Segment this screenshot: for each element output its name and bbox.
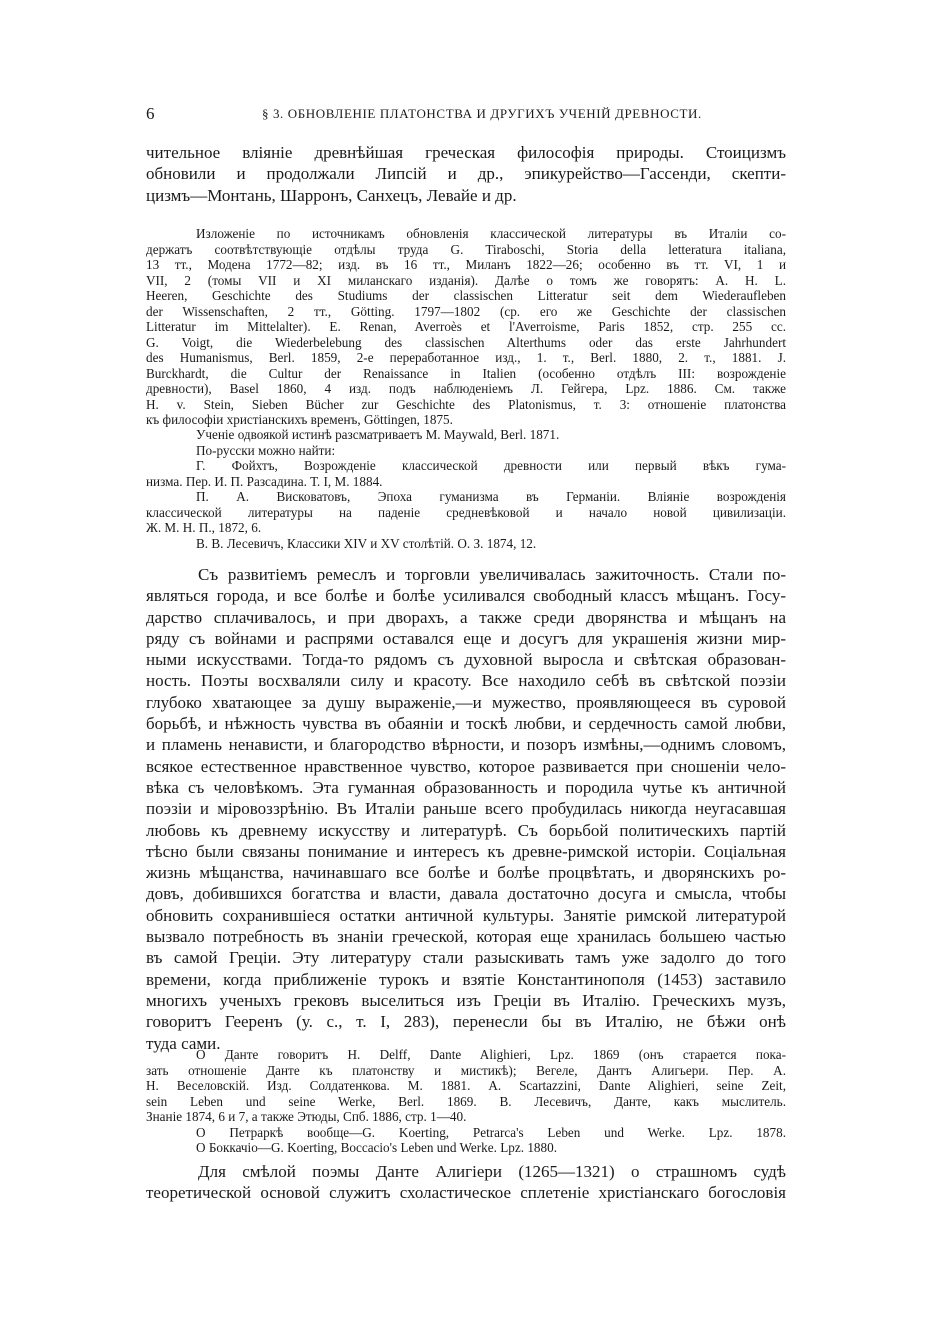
closing-paragraph (146, 1161, 786, 1204)
note-line: О Данте говоритъ H. Delff, Dante Alighieri, Lpz. 1869 (онъ старается пока- (196, 1047, 786, 1062)
note-line: des Humanismus, Berl. 1859, 2-е переработанное изд., 1. т., Berl. 1880, 2. т., 1881. J. (146, 350, 786, 365)
text-line: обновили и продолжали Липсій и др., эпикурейство—Гассенди, скепти- (146, 164, 786, 184)
note-line: H. v. Stein, Sieben Bücher zur Geschichte des Platonismus, т. 3: отношеніе платонства (146, 396, 786, 412)
text-line: многихъ ученыхъ грековъ выселиться изъ Греціи въ Италію. Греческихъ музъ, (146, 990, 786, 1010)
main-paragraph (146, 564, 786, 1054)
note-line: 13 тт., Модена 1772—82; изд. въ 16 тт., Миланъ 1822—26; особенно въ тт. VI, 1 и (146, 257, 786, 272)
note-line: низма. Пер. И. П. Разсадина. Т. I, М. 1884. (146, 473, 383, 489)
text-line: борьбѣ, и нѣжность чувства въ обаяніи и тоскѣ любви, и сердечность самой любви, (146, 714, 786, 734)
dante-note (146, 1047, 786, 1156)
text-line: вѣка съ человѣкомъ. Эта гуманная образованность и породила чутье къ античной (146, 777, 786, 797)
text-line: являться города, и все болѣе и болѣе усиливался свободный классъ мѣщанъ. Госу- (146, 586, 786, 606)
text-line: Съ развитіемъ ремеслъ и торговли увеличивалась зажиточность. Стали по- (198, 565, 786, 584)
text-line: глубоко хватающее за душу выраженіе,—и мужество, проявляющееся въ суровой (146, 692, 786, 712)
text-line: и пламень ненависти, и благородство вѣрности, и позоръ измѣны,—однимъ словомъ, (146, 735, 786, 755)
text-line: жизнь мѣщанства, начинавшаго все болѣе и болѣе процвѣтать, и дворянскихъ ро- (146, 863, 786, 883)
text-line: дарство сплачивалось, и при дворахъ, а также среди дворянства и мѣщанъ на (146, 607, 786, 627)
text-line: въ самой Греціи. Эту литературу стали разыскивать тамъ уже задолго до того (146, 948, 786, 968)
running-title: § 3. ОБНОВЛЕНІЕ ПЛАТОНСТВА И ДРУГИХЪ УЧЕНІЙ ДРЕВНОСТИ. (262, 106, 702, 121)
text-line: обновить сохранившіеся остатки античной культуры. Занятіе римской литературой (146, 905, 786, 925)
text-line: всякое естественное нравственное чувство, которое развивается при сношеніи чело- (146, 756, 786, 776)
text-line: ряду съ войнами и распрями оставался еще и досугъ для украшенія жизни мир- (146, 628, 786, 648)
text-line: любовь къ древнему искусству и литературѣ. Съ борьбой политическихъ партій (146, 820, 786, 840)
note-line: О Петраркѣ вообще—G. Koerting, Petrarca's Leben und Werke. Lpz. 1878. (196, 1124, 786, 1140)
text-line: чительное вліяніе древнѣйшая греческая философія природы. Стоицизмъ (146, 143, 786, 162)
text-line: поэзіи и міровоззрѣнію. Въ Италіи раньше всего пробудилась никогда неугасавшая (146, 799, 786, 819)
text-line: туда сами. (146, 1033, 221, 1053)
note-line: По-русски можно найти: (196, 442, 336, 458)
text-line: теоретической основой служитъ схоластическое сплетеніе христіанскаго богословія (146, 1183, 786, 1203)
note-line: О Боккачіо—G. Koerting, Boccacio's Leben und Werke. Lpz. 1880. (196, 1140, 557, 1155)
text-line: цизмъ—Монтань, Шарронъ, Санхецъ, Левайе и др. (146, 185, 517, 205)
text-line: Для смѣлой поэмы Данте Алигіери (1265—1321) о страшномъ судѣ (198, 1162, 786, 1181)
text-line: ными искусствами. Тогда-то рядомъ съ духовной выросла и свѣтская образован- (146, 650, 786, 670)
intro-paragraph (146, 142, 786, 206)
note-line: держатъ соотвѣтствующіе отдѣлы труда G. Tiraboschi, Storia della letteratura italiana, (146, 241, 786, 257)
note-line: G. Voigt, die Wiederbelebung des classischen Alterthums oder das erste Jahrhundert (146, 334, 786, 350)
note-line: VII, 2 (томы VII и XI миланскаго изданія). Далѣе о томъ же говорятъ: A. H. L. (146, 272, 786, 288)
note-line: Burckhardt, die Cultur der Renaissance in Italien (особенно отдѣлъ III: возрожденіе (146, 365, 786, 381)
note-line: Знаніе 1874, 6 и 7, а также Этюды, Спб. 1886, стр. 1—40. (146, 1109, 467, 1124)
note-line: Heeren, Geschichte des Studiums der classischen Litteratur seit dem Wiederaufleben (146, 288, 786, 303)
note-line: der Wissenschaften, 2 тт., Götting. 1797—1802 (ср. его же Geschichte der classischen (146, 303, 786, 319)
bibliography-note (146, 226, 786, 428)
note-line: Изложеніе по источникамъ обновленія классической литературы въ Италіи со- (196, 226, 786, 241)
note-line: sein Leben und seine Werke, Berl. 1869. В. Лесевичъ, Данте, какъ мыслитель. (146, 1093, 786, 1109)
page-number: 6 (146, 104, 155, 123)
note-line: Г. Фойхтъ, Возрожденіе классической древности или первый вѣкъ гума- (196, 458, 786, 473)
note-line: Ж. М. Н. П., 1872, 6. (146, 520, 262, 535)
note-line: классической литературы на паденіе средневѣковой и начало новой цивилизаціи. (146, 504, 786, 520)
note-line: Н. Веселовскій. Изд. Солдатенкова. М. 1881. A. Scartazzini, Dante Alighieri, seine Zeit, (146, 1078, 786, 1093)
note-line: зать отношеніе Данте къ платонству и мистикѣ); Вегеле, Дантъ Алигьери. Пер. А. (146, 1062, 786, 1078)
text-line: говоритъ Гееренъ (у. с., т. I, 283), перенесли бы въ Италію, не бѣжи онѣ (146, 1012, 786, 1032)
russian-sources-note (146, 427, 786, 551)
text-line: вызвало потребность въ знаніи греческой, которая еще хранилась большею частью (146, 927, 786, 947)
text-line: времени, когда приближеніе турокъ и взятіе Константинополя (1453) заставило (146, 969, 786, 989)
text-line: тѣсно были связаны понимание и интересъ къ древне-римской исторіи. Соціальная (146, 841, 786, 861)
text-line: ность. Поэты восхваляли силу и красоту. Все находило себѣ въ свѣтской поэзіи (146, 671, 786, 691)
note-line: къ философіи христіанскихъ временъ, Göttingen, 1875. (146, 412, 453, 427)
note-line: П. А. Висковатовъ, Эпоха гуманизма въ Германіи. Вліяніе возрожденія (196, 489, 786, 504)
note-line: Ученіе одвоякой истинѣ разсматриваетъ M. Maywald, Berl. 1871. (196, 427, 560, 442)
note-line: В. В. Лесевичъ, Классики XIV и XV столѣтій. О. З. 1874, 12. (196, 535, 537, 551)
note-line: древности), Basel 1860, 4 изд. подъ наблюденіемъ Л. Гейгера, Lpz. 1886. См. также (146, 381, 786, 396)
text-line: довъ, добившихся богатства и власти, давала достаточно досуга и смысла, чтобы (146, 884, 786, 904)
note-line: Litteratur im Mittelalter). E. Renan, Averroès et l'Averroisme, Paris 1852, стр. 255 сс. (146, 319, 786, 334)
